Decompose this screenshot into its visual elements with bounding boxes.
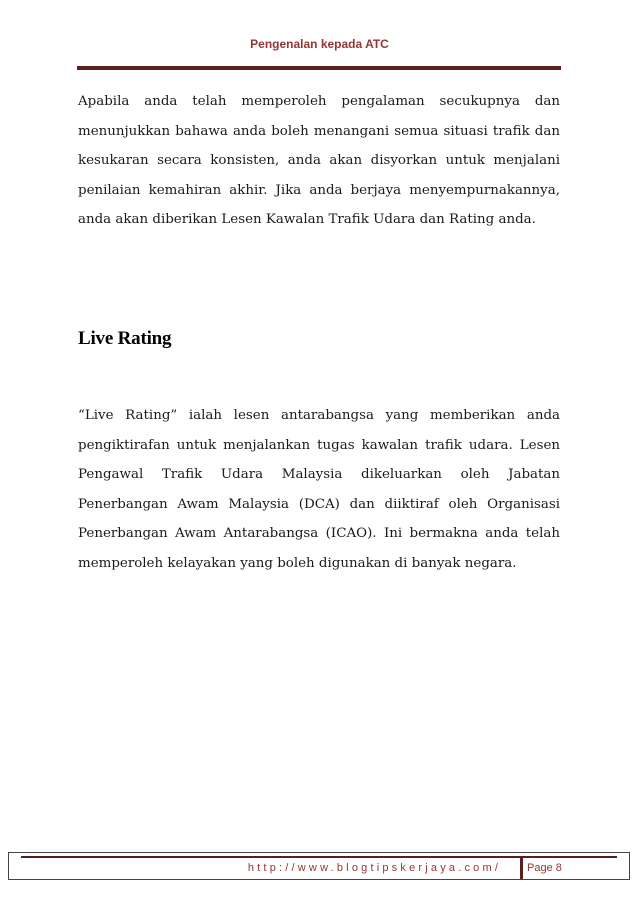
footer-divider: [520, 857, 523, 879]
page-footer: [8, 852, 630, 880]
body-paragraph-2: “Live Rating” ialah lesen antarabangsa yang memberikan anda pengiktirafan untuk menjalankan tugas kawalan trafik udara. Lesen Pengawal Trafik Udara Malaysia dikeluarkan oleh Jabatan Penerbangan Awam Malaysia (DCA) dan diiktiraf oleh Organisasi Penerbangan Awam Antarabangsa (ICAO). Ini bermakna anda telah memperoleh kelayakan yang boleh digunakan di banyak negara.: [78, 408, 560, 571]
section-heading: Live Rating: [78, 328, 172, 349]
page-number: Page 8: [527, 862, 562, 874]
footer-url-link[interactable]: http://www.blogtipskerjaya.com/: [247, 862, 502, 874]
page-header-title: Pengenalan kepada ATC: [250, 37, 389, 51]
footer-rule: [21, 856, 617, 858]
body-paragraph-1: Apabila anda telah memperoleh pengalaman secukupnya dan menunjukkan bahawa anda boleh menangani semua situasi trafik dan kesukaran secara konsisten, anda akan disyorkan untuk menjalani penilaian kemahiran akhir. Jika anda berjaya menyempurnakannya, anda akan diberikan Lesen Kawalan Trafik Udara dan Rating anda.: [78, 94, 560, 228]
header-rule: [77, 66, 561, 70]
